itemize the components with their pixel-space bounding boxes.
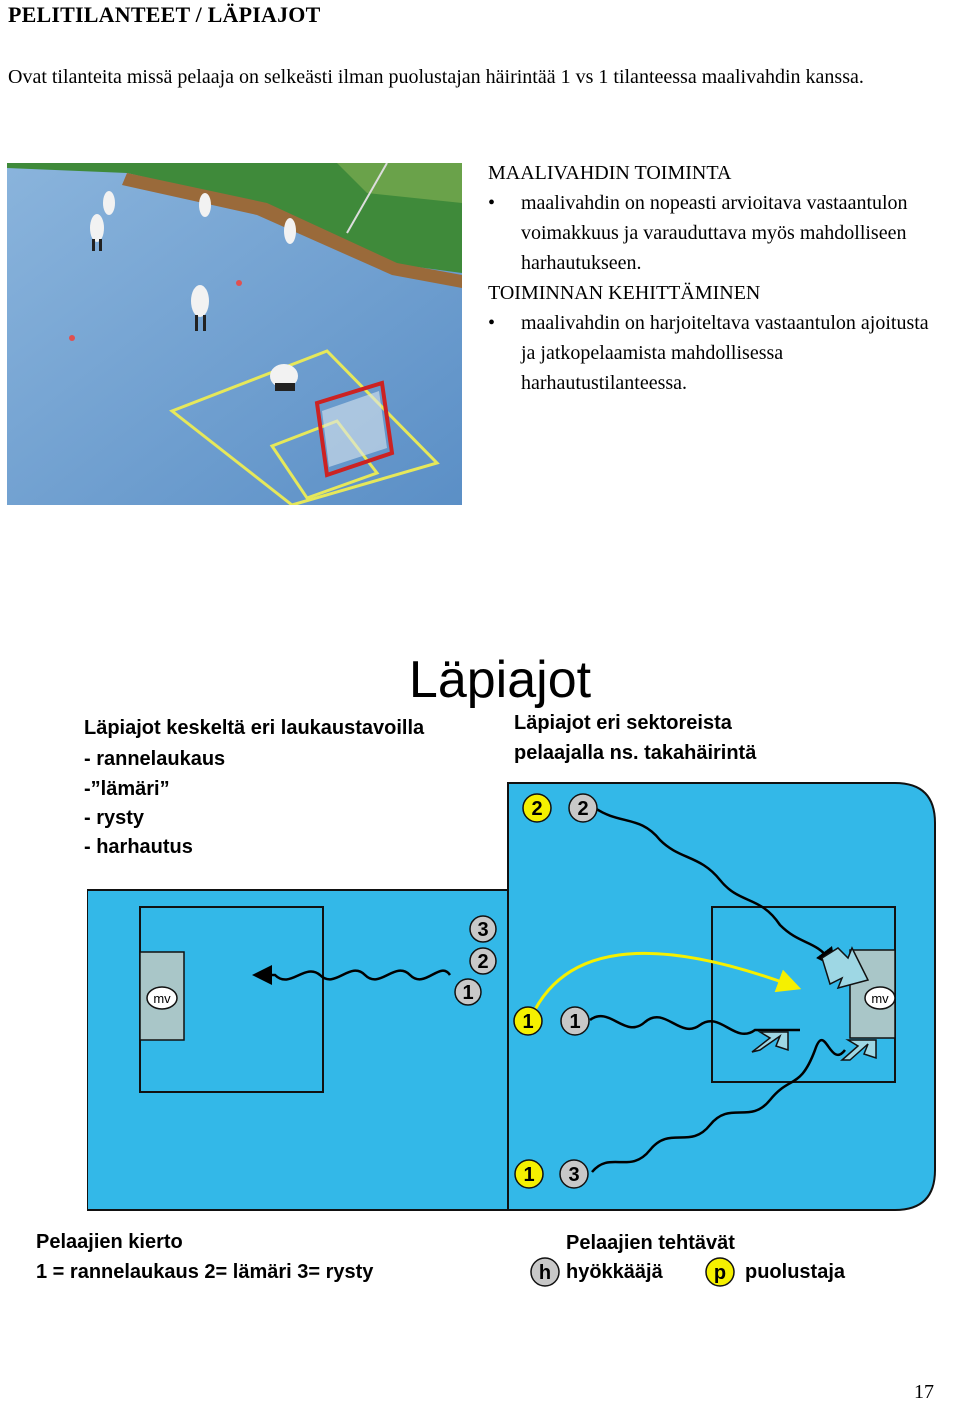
right-bot-grey: 3 (568, 1164, 580, 1186)
tasks-title: Pelaajien tehtävät (566, 1232, 735, 1254)
section-title-goalkeeper-action: MAALIVAHDIN TOIMINTA (488, 162, 732, 184)
bullet-development (488, 308, 948, 398)
section-title-development: TOIMINNAN KEHITTÄMINEN (488, 282, 761, 304)
right-goalie-label: mv (871, 991, 889, 1006)
right-top-grey: 2 (577, 798, 589, 820)
left-goalie-label: mv (153, 991, 171, 1006)
bullet-goalkeeper-action (488, 188, 948, 278)
diagram-title: Läpiajot (408, 651, 592, 709)
page-number: 17 (914, 1381, 934, 1403)
bullet-dot: • (488, 312, 496, 334)
legend-h-label: hyökkääjä (566, 1261, 663, 1283)
left-list-item-4: - harhautus (84, 836, 193, 858)
bullet-text: maalivahdin on harjoiteltava vastaantulon ajoitusta ja jatkopelaamista mahdollisessa harhautustilanteessa. (521, 312, 929, 394)
left-list-item-3: - rysty (84, 807, 145, 829)
rotation-title: Pelaajien kierto (36, 1231, 183, 1253)
breakaway-diagram (0, 630, 960, 1310)
intro-paragraph: Ovat tilanteita missä pelaaja on selkeästi ilman puolustajan häirintää 1 vs 1 tilanteessa maalivahdin kanssa. (8, 66, 864, 88)
left-list-item-1: - rannelaukaus (84, 748, 226, 770)
left-number-1: 1 (462, 982, 474, 1004)
right-heading-1: Läpiajot eri sektoreista (514, 712, 732, 734)
left-number-2: 2 (477, 951, 489, 973)
legend-p-label: puolustaja (745, 1261, 846, 1283)
left-list-item-2: -”lämäri” (84, 778, 170, 800)
right-bot-yellow: 1 (523, 1164, 535, 1186)
legend-p-marker: p (713, 1262, 727, 1284)
goalkeeper-text (488, 158, 948, 398)
bullet-text: maalivahdin on nopeasti arvioitava vastaantulon voimakkuus ja varauduttava myös mahdolliseen harhautukseen. (521, 192, 908, 274)
right-heading-2: pelaajalla ns. takahäirintä (514, 742, 757, 764)
bullet-dot: • (488, 192, 496, 214)
right-mid-yellow: 1 (522, 1011, 534, 1033)
left-number-3: 3 (477, 919, 489, 941)
left-heading: Läpiajot keskeltä eri laukaustavoilla (84, 717, 425, 739)
training-photo (7, 163, 462, 505)
page-heading: PELITILANTEET / LÄPIAJOT (8, 2, 321, 27)
right-top-yellow: 2 (531, 798, 543, 820)
legend-h-marker: h (538, 1262, 552, 1284)
rotation-text: 1 = rannelaukaus 2= lämäri 3= rysty (36, 1261, 374, 1283)
right-mid-grey: 1 (569, 1011, 581, 1033)
